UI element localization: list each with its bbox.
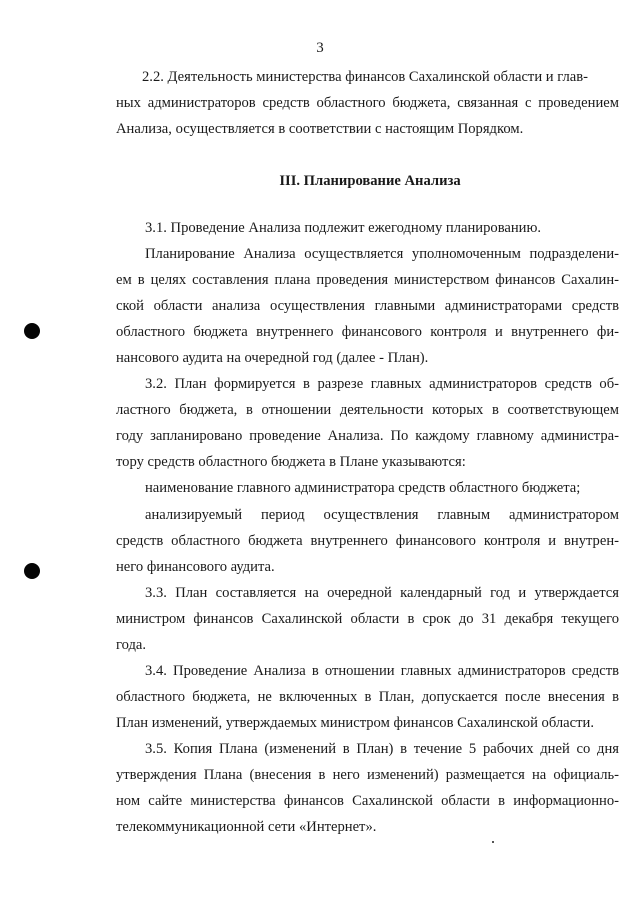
text-line: наименование главного администратора средств областного бюджета;: [145, 480, 581, 496]
text-line: анализируемый период осуществления главным администратором: [145, 507, 619, 523]
punch-hole-top: [24, 323, 40, 339]
text-line: ем в целях составления плана проведения министерством финансов Сахалин-: [116, 272, 619, 288]
text-line: Планирование Анализа осуществляется уполномоченным подразделени-: [145, 246, 619, 262]
page-number: 3: [316, 40, 324, 56]
text-line: средств областного бюджета внутреннего финансового контроля и внутрен-: [116, 533, 619, 549]
section-heading: III. Планирование Анализа: [279, 173, 461, 189]
text-line: План изменений, утверждаемых министром финансов Сахалинской области.: [116, 715, 594, 731]
text-line: Анализа, осуществляется в соответствии с настоящим Порядком.: [116, 121, 524, 137]
text-line: 3.2. План формируется в разрезе главных администраторов средств об-: [145, 376, 619, 392]
text-line: тору средств областного бюджета в Плане указываются:: [116, 454, 466, 470]
text-line: 3.3. План составляется на очередной календарный год и утверждается: [145, 585, 619, 601]
text-line: году запланировано проведение Анализа. По каждому главному администра-: [116, 428, 619, 444]
text-line: него финансового аудита.: [116, 559, 275, 575]
text-line: утверждения Плана (внесения в него изменений) размещается на официаль-: [116, 767, 619, 783]
text-line: 2.2. Деятельность министерства финансов Сахалинской области и глав-: [142, 69, 588, 85]
text-line: 3.5. Копия Плана (изменений в План) в течение 5 рабочих дней со дня: [145, 741, 619, 757]
punch-hole-bottom: [24, 563, 40, 579]
text-line: телекоммуникационной сети «Интернет».: [116, 819, 377, 835]
text-line: областного бюджета внутреннего финансового контроля и внутреннего фи-: [116, 324, 619, 340]
text-line: нансового аудита на очередной год (далее - План).: [116, 350, 429, 366]
text-line: министром финансов Сахалинской области в срок до 31 декабря текущего: [116, 611, 619, 627]
text-line: 3.1. Проведение Анализа подлежит ежегодному планированию.: [145, 220, 542, 236]
text-line: областного бюджета, не включенных в План, допускается после внесения в: [116, 689, 619, 705]
text-line: 3.4. Проведение Анализа в отношении главных администраторов средств: [145, 663, 619, 679]
text-line: ных администраторов средств областного бюджета, связанная с проведением: [116, 95, 619, 111]
text-line: ном сайте министерства финансов Сахалинской области в информационно-: [116, 793, 619, 809]
text-line: ской области анализа осуществления главными администраторами средств: [116, 298, 619, 314]
text-line: ластного бюджета, в отношении деятельности которых в соответствующем: [116, 402, 619, 418]
scan-speck: [492, 841, 494, 843]
text-line: года.: [116, 637, 147, 653]
